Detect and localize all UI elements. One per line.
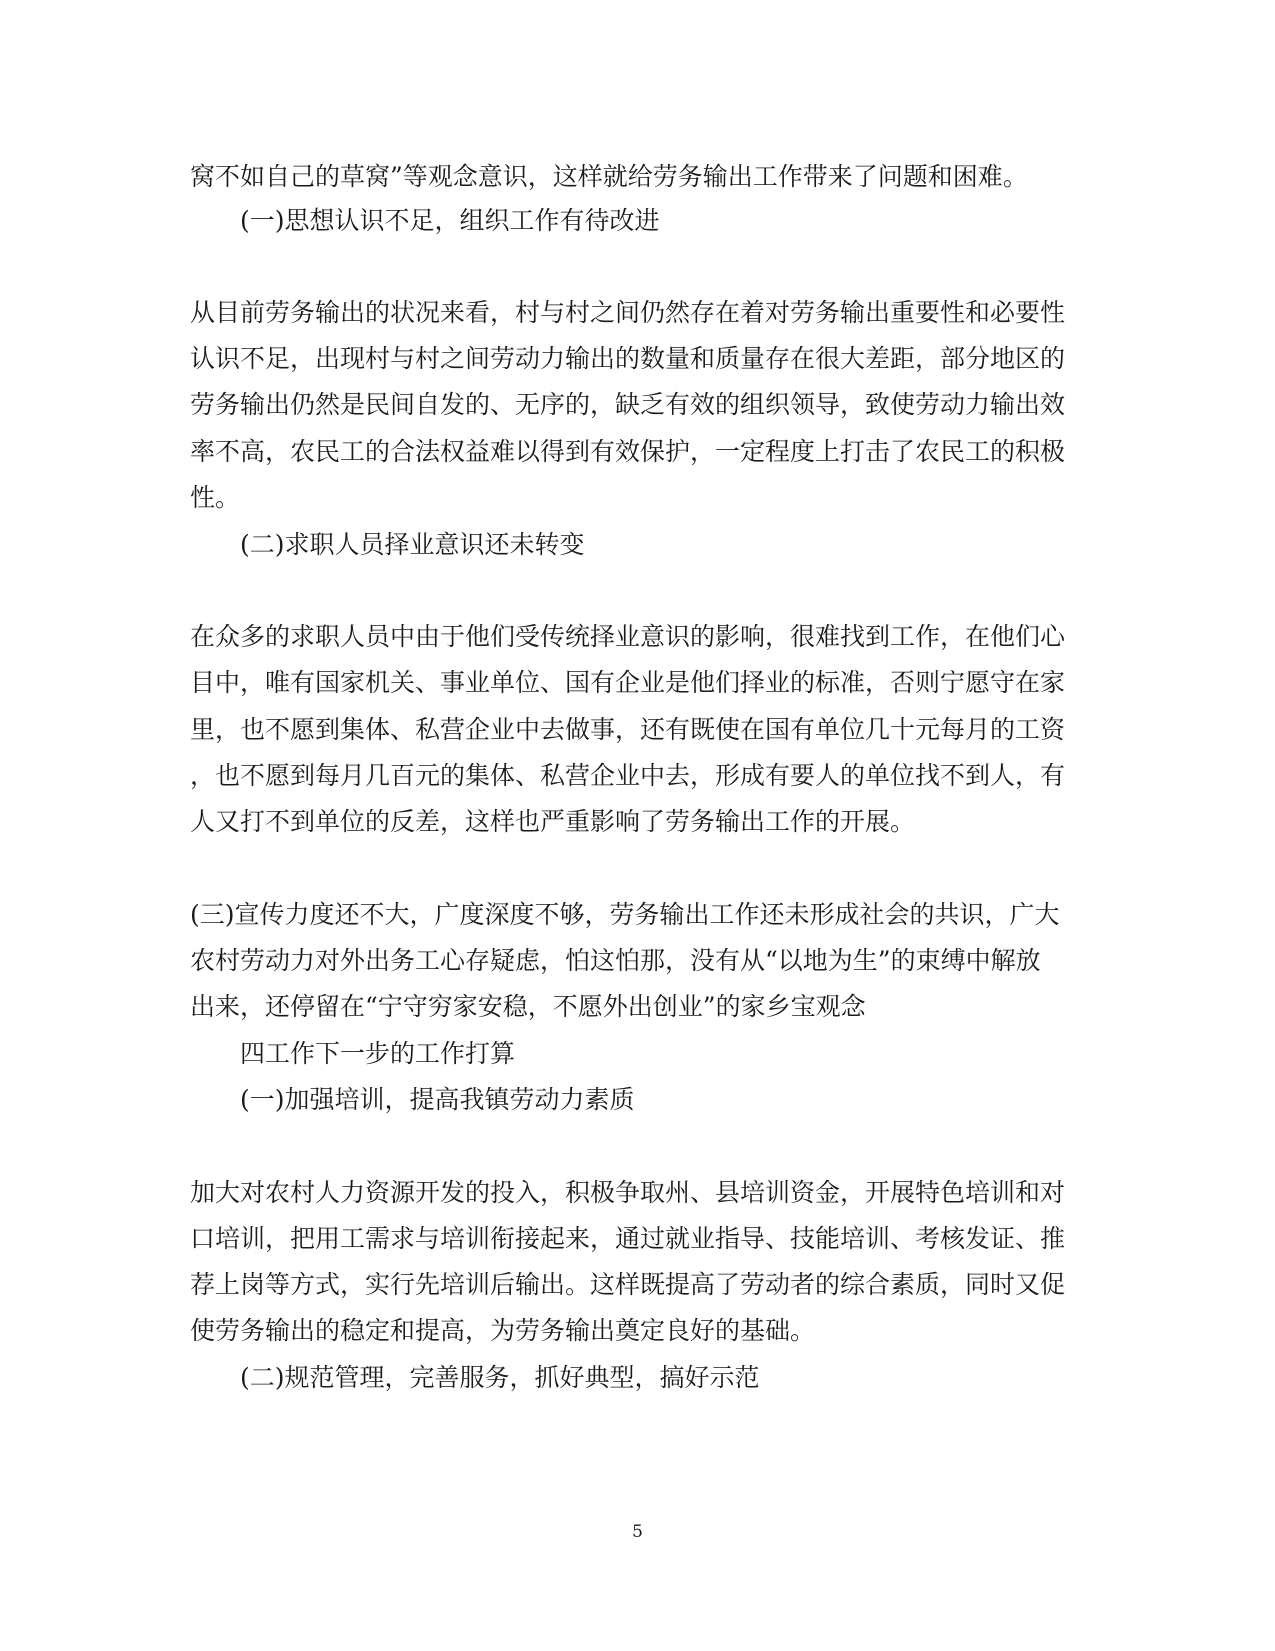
paragraph-line: ，也不愿到每月几百元的集体、私营企业中去，形成有要人的单位找不到人，有 xyxy=(190,761,1066,790)
paragraph-line: 里，也不愿到集体、私营企业中去做事，还有既使在国有单位几十元每月的工资 xyxy=(190,715,1066,744)
paragraph-line: 使劳务输出的稳定和提高，为劳务输出奠定良好的基础。 xyxy=(190,1316,816,1345)
paragraph-line: (三)宣传力度还不大，广度深度不够，劳务输出工作还未形成社会的共识，广大 xyxy=(190,900,1060,929)
page-number: 5 xyxy=(632,1522,643,1542)
paragraph-line: 口培训，把用工需求与培训衔接起来，通过就业指导、技能培训、考核发证、推 xyxy=(190,1224,1066,1253)
paragraph-line: 性。 xyxy=(190,483,241,512)
paragraph-line: 加大对农村人力资源开发的投入，积极争取州、县培训资金，开展特色培训和对 xyxy=(190,1178,1066,1207)
paragraph-line: 人又打不到单位的反差，这样也严重影响了劳务输出工作的开展。 xyxy=(190,807,916,836)
paragraph-line: 在众多的求职人员中由于他们受传统择业意识的影响，很难找到工作，在他们心 xyxy=(190,622,1066,651)
paragraph-line: 出来，还停留在“宁守穷家安稳，不愿外出创业”的家乡宝观念 xyxy=(190,992,866,1021)
paragraph-line: 农村劳动力对外出务工心存疑虑，怕这怕那，没有从“以地为生”的束缚中解放 xyxy=(190,946,1041,975)
paragraph-line: 劳务输出仍然是民间自发的、无序的，缺乏有效的组织领导，致使劳动力输出效 xyxy=(190,390,1066,419)
section-heading-1: (一)思想认识不足，组织工作有待改进 xyxy=(240,206,660,235)
section-heading-5: (二)规范管理，完善服务，抓好典型，搞好示范 xyxy=(240,1363,760,1392)
section-heading-2: (二)求职人员择业意识还未转变 xyxy=(240,530,585,559)
paragraph-continuation-line: 窝不如自己的草窝”等观念意识，这样就给劳务输出工作带来了问题和困难。 xyxy=(190,162,1028,191)
paragraph-line: 目中，唯有国家机关、事业单位、国有企业是他们择业的标准，否则宁愿守在家 xyxy=(190,668,1066,697)
paragraph-line: 荐上岗等方式，实行先培训后输出。这样既提高了劳动者的综合素质，同时又促 xyxy=(190,1270,1066,1299)
section-heading-4: (一)加强培训，提高我镇劳动力素质 xyxy=(240,1085,635,1114)
section-heading-3: 四工作下一步的工作打算 xyxy=(240,1039,516,1068)
paragraph-line: 率不高，农民工的合法权益难以得到有效保护，一定程度上打击了农民工的积极 xyxy=(190,437,1066,466)
paragraph-line: 从目前劳务输出的状况来看，村与村之间仍然存在着对劳务输出重要性和必要性 xyxy=(190,298,1066,327)
paragraph-line: 认识不足，出现村与村之间劳动力输出的数量和质量存在很大差距，部分地区的 xyxy=(190,344,1066,373)
